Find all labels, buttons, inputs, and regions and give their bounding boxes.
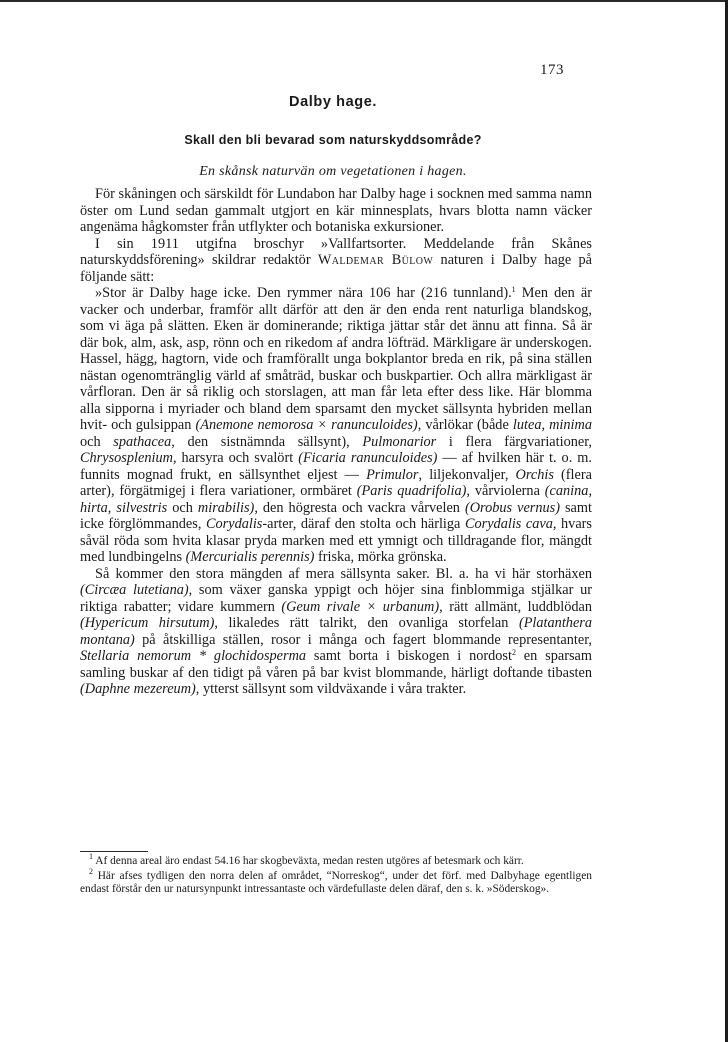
- footnote-marker: 2: [89, 866, 93, 876]
- author-name: Waldemar Bülow: [317, 252, 434, 268]
- text-run: Så kommer den stora mängden af mera sällsynta saker. Bl. a. ha vi här storhäxen: [95, 565, 592, 582]
- article-title: Dalby hage.: [289, 94, 377, 110]
- footnotes: [80, 852, 592, 898]
- article-subtitle: Skall den bli bevarad som naturskyddsområde?: [184, 133, 482, 147]
- text-run: i flera färgvariationer,: [436, 433, 592, 450]
- text-run: samt borta i biskogen i nordost: [306, 648, 512, 664]
- text-run: Här afses tydligen den norra delen af området, “Norreskog“, under det förf. med Dalbyhage egentligen endast förstår den ur natursynpunkt intressantaste och värdefullaste delen däraf, den s. k. »Söderskog».: [80, 869, 592, 895]
- text-run: en sparsam samling buskar af den tidigt på våren på bar kvist blommande, härligt doftande tibasten: [80, 648, 592, 681]
- text-run: , liljekonvaljer,: [418, 466, 516, 483]
- italic-text: (Hypericum hirsutum): [80, 615, 215, 631]
- italic-text: Orchis: [515, 466, 554, 483]
- text-run: För skåningen och särskildt för Lundabon har Dalby hage i socknen med samma namn öster om Lund sedan gammalt utgjort en kär minnesplats, hvars blotta namn väcker angenäma hågkomster från utflykter och botaniska exkursioner.: [80, 186, 592, 235]
- text-run: I sin 1911 utgifna broschyr »Vallfartsorter. Meddelande från Skånes naturskyddsförening» skildrar redaktör: [80, 235, 592, 268]
- footnote: [80, 852, 592, 869]
- text-run: , som växer ganska yppigt och höjer sina finblommiga stjälkar ur riktiga rabatter; vidare kummern: [80, 582, 592, 615]
- italic-text: Primulor: [366, 466, 419, 483]
- body-paragraph: [80, 186, 592, 236]
- italic-text: (Mercurialis perennis): [185, 549, 315, 565]
- italic-text: Chrysosplenium: [80, 450, 173, 466]
- text-run: , harsyra och svalört: [172, 450, 299, 466]
- italic-text: Pulmonarior: [362, 433, 437, 450]
- article-byline: En skånsk naturvän om vegetationen i hagen.: [199, 164, 467, 179]
- text-run: Men den är vacker och underbar, framför allt därför att den är den enda rent naturliga blandskog, som vi äga på slätten. Eken är dominerande; riktiga jättar står det ännu att finna. Så är där bok, alm, ask, asp, rönn och en rikedom af andra löfträd. Märkligare är underskogen. Hassel, hägg, hagtorn, vide och framförallt unga bokplantor breda en rik, på sina ställen nästan ogenomtränglig värld af småträd, buskar och buskpartier. Och allra märkligast är vårfloran. Den är så riklig och storslagen, att man får leta efter dess like. Här blomma alla sipporna i myriader och bland dem sparsamt den mycket sällsynta hybriden mellan hvit- och gulsippan: [80, 285, 592, 433]
- text-run: »Stor är Dalby hage icke. Den rymmer nära 106 har (216 tunnland).: [95, 285, 512, 301]
- text-run: -arter, däraf den stolta och härliga: [262, 516, 465, 532]
- footnote-marker: 1: [89, 852, 93, 861]
- italic-text: (Orobus vernus): [464, 499, 560, 516]
- text-run: , den högresta och vackra vårvelen: [254, 499, 465, 516]
- body-paragraph: [80, 236, 592, 286]
- body-paragraph: [80, 285, 592, 566]
- text-run: — af hvilken här t. o. m. funnits mognad frukt, en sällsynthet eljest —: [80, 450, 592, 483]
- text-run: , den sistnämnda sällsynt),: [171, 433, 363, 450]
- text-run: naturen i Dalby hage på följande sätt:: [80, 252, 592, 285]
- text-run: samt icke förglömmandes,: [80, 499, 592, 532]
- text-run: , hvars såväl röda som hvita klasar pryda marken med ett ymnigt och tilldragande flor, mängdt med lundbingelns: [80, 516, 592, 565]
- footnote-marker: 1: [511, 285, 516, 294]
- italic-text: (Paris quadrifolia): [356, 483, 467, 499]
- italic-text: spathacea: [113, 433, 172, 450]
- text-run: och: [167, 499, 198, 516]
- text-run: , vårlökar (både: [417, 417, 513, 433]
- italic-text: (Anemone nemorosa × ranunculoides): [195, 417, 418, 433]
- italic-text: (Daphne mezereum): [80, 681, 196, 697]
- text-run: , ytterst sällsynt som vildväxande i våra trakter.: [195, 681, 467, 697]
- text-run: (flera arter), förgätmigej i flera variationer, ormbäret: [80, 466, 592, 499]
- text-run: på åtskilliga ställen, rosor i många och fagert blommande representanter,: [134, 631, 592, 648]
- text-run: friska, mörka grönska.: [314, 549, 447, 565]
- italic-text: mirabilis): [197, 499, 255, 516]
- italic-text: (Circæa lutetiana): [80, 582, 189, 598]
- body-paragraph: [80, 566, 592, 698]
- page-number: 173: [540, 62, 564, 78]
- text-run: Af denna areal äro endast 54.16 har skogbeväxta, medan resten utgöres af betesmark och kärr.: [93, 855, 524, 867]
- text-run: och: [80, 433, 114, 450]
- article-body: [80, 186, 592, 698]
- footnote-marker: 2: [511, 648, 516, 657]
- italic-text: lutea, minima: [512, 417, 592, 433]
- text-run: , likaledes rätt talrikt, den ovanliga storfelan: [214, 615, 519, 631]
- italic-text: (Platanthera montana): [80, 615, 592, 648]
- italic-text: (Ficaria ranunculoides): [298, 450, 438, 466]
- italic-text: (canina, hirta, silvestris: [80, 483, 593, 516]
- italic-text: (Geum rivale × urbanum): [281, 598, 440, 615]
- footnote: [80, 866, 592, 897]
- italic-text: Corydalis: [205, 516, 263, 532]
- text-run: , rätt allmänt, luddblödan: [439, 598, 592, 615]
- scan-edge-top: [0, 0, 728, 2]
- italic-text: Stellaria nemorum * glochidosperma: [80, 648, 307, 664]
- text-run: , vårviolerna: [466, 483, 545, 499]
- italic-text: Corydalis cava: [464, 516, 553, 532]
